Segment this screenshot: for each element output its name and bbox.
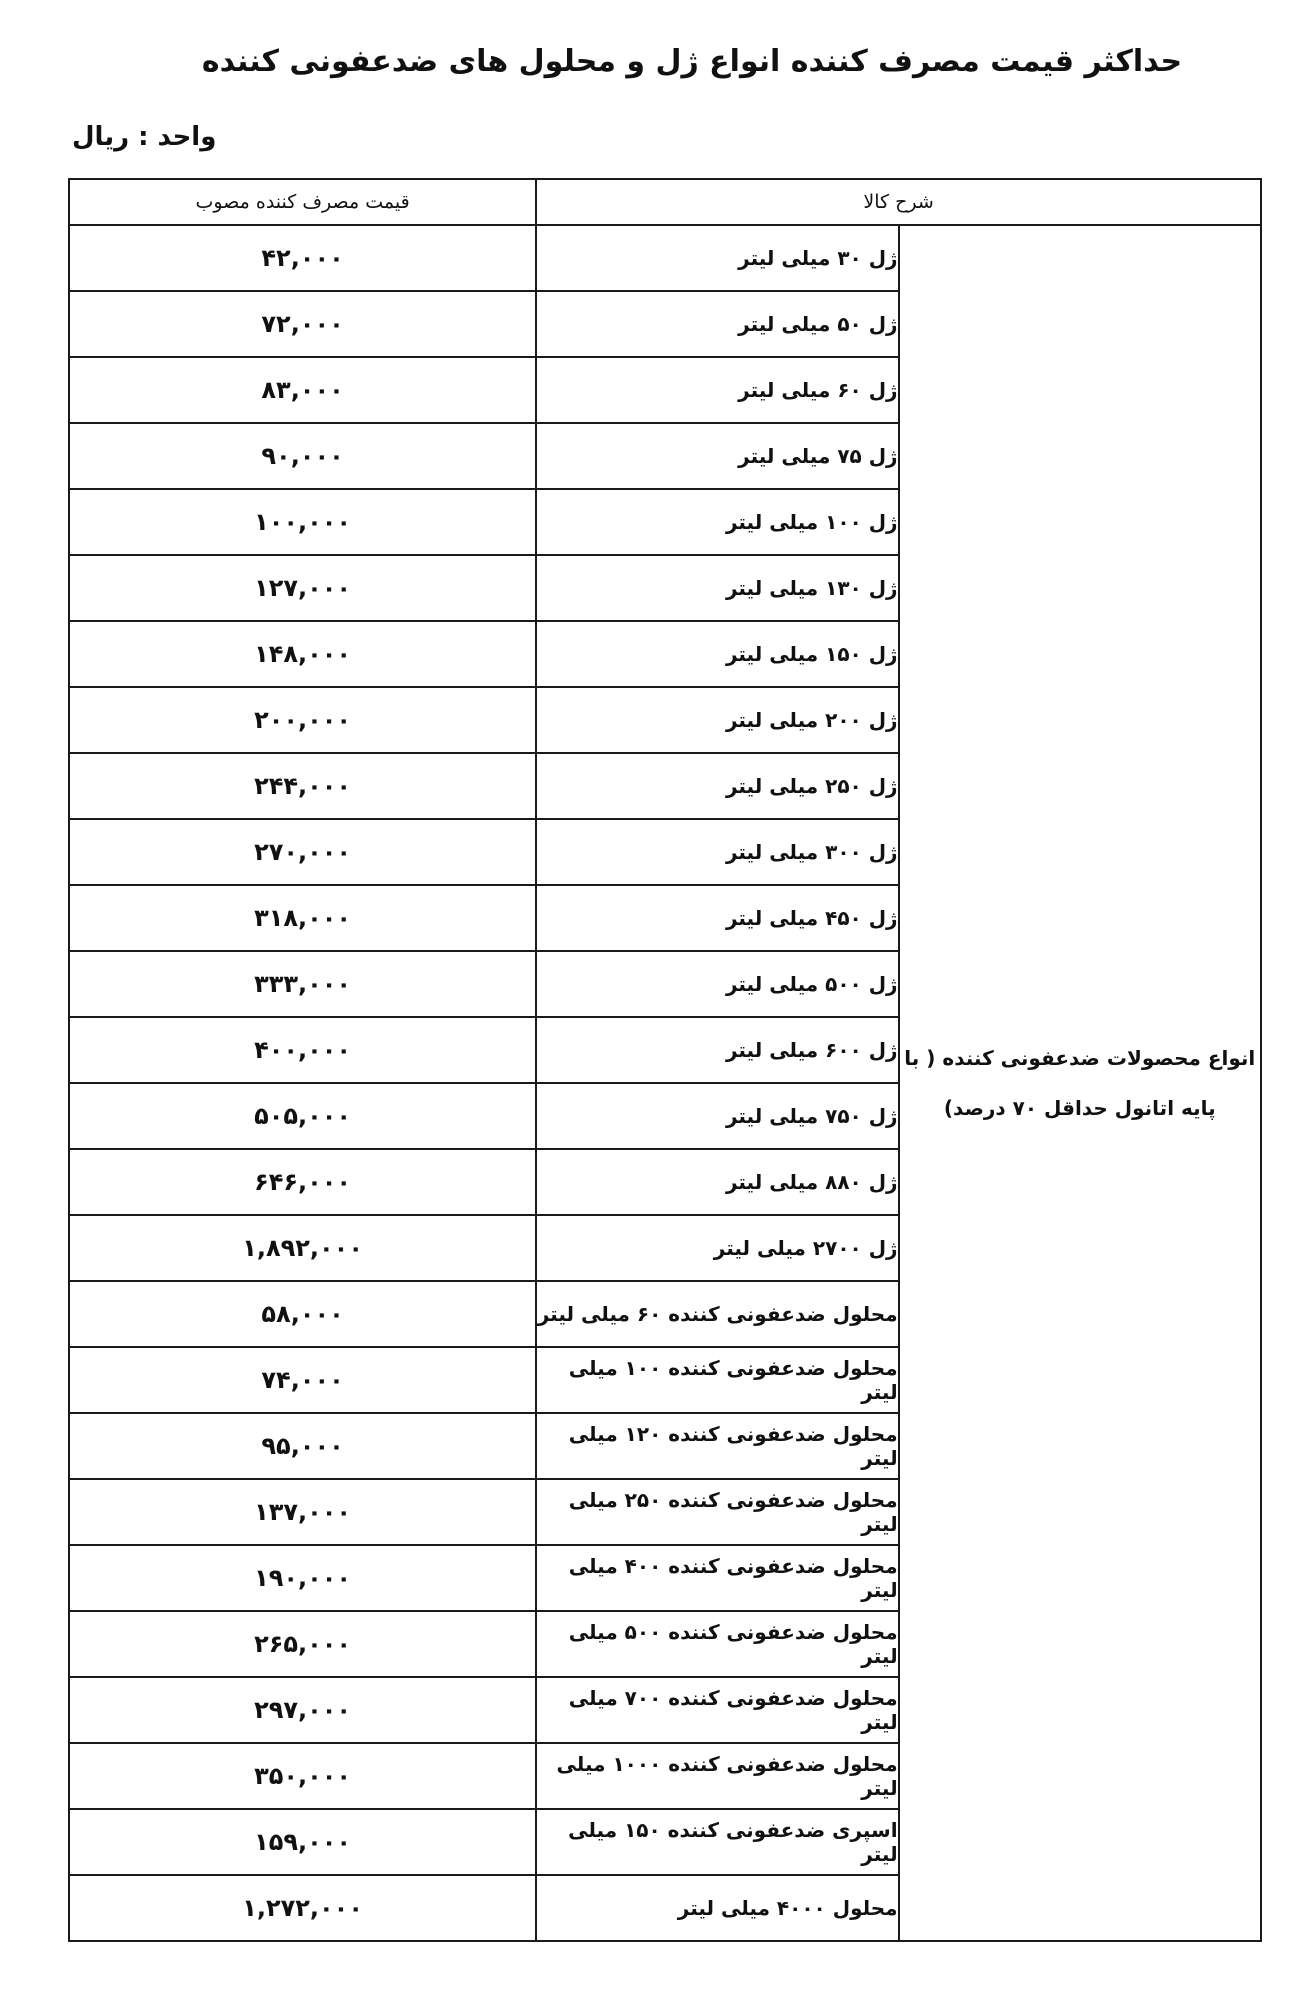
item-description: ژل ۷۵ میلی لیتر bbox=[536, 423, 898, 489]
item-price: ۷۴,۰۰۰ bbox=[69, 1347, 536, 1413]
item-description: محلول ضدعفونی کننده ۱۰۰۰ میلی لیتر bbox=[536, 1743, 898, 1809]
item-description: ژل ۱۳۰ میلی لیتر bbox=[536, 555, 898, 621]
table-row bbox=[69, 225, 1261, 291]
column-header-description: شرح کالا bbox=[536, 179, 1261, 225]
item-price: ۹۵,۰۰۰ bbox=[69, 1413, 536, 1479]
item-price: ۳۵۰,۰۰۰ bbox=[69, 1743, 536, 1809]
table-header-row bbox=[69, 179, 1261, 225]
column-header-price: قیمت مصرف کننده مصوب bbox=[69, 179, 536, 225]
item-description: ژل ۲۵۰ میلی لیتر bbox=[536, 753, 898, 819]
item-price: ۱۲۷,۰۰۰ bbox=[69, 555, 536, 621]
item-price: ۱,۲۷۲,۰۰۰ bbox=[69, 1875, 536, 1941]
item-price: ۸۳,۰۰۰ bbox=[69, 357, 536, 423]
item-price: ۶۴۶,۰۰۰ bbox=[69, 1149, 536, 1215]
item-description: ژل ۷۵۰ میلی لیتر bbox=[536, 1083, 898, 1149]
item-price: ۱۵۹,۰۰۰ bbox=[69, 1809, 536, 1875]
item-price: ۷۲,۰۰۰ bbox=[69, 291, 536, 357]
item-description: ژل ۵۰ میلی لیتر bbox=[536, 291, 898, 357]
item-description: محلول ضدعفونی کننده ۶۰ میلی لیتر bbox=[536, 1281, 898, 1347]
item-description: محلول ضدعفونی کننده ۵۰۰ میلی لیتر bbox=[536, 1611, 898, 1677]
item-price: ۵۸,۰۰۰ bbox=[69, 1281, 536, 1347]
item-description: محلول ضدعفونی کننده ۱۲۰ میلی لیتر bbox=[536, 1413, 898, 1479]
item-description: ژل ۸۸۰ میلی لیتر bbox=[536, 1149, 898, 1215]
item-price: ۵۰۵,۰۰۰ bbox=[69, 1083, 536, 1149]
item-price: ۹۰,۰۰۰ bbox=[69, 423, 536, 489]
item-price: ۲۰۰,۰۰۰ bbox=[69, 687, 536, 753]
item-price: ۱,۸۹۲,۰۰۰ bbox=[69, 1215, 536, 1281]
item-description: ژل ۵۰۰ میلی لیتر bbox=[536, 951, 898, 1017]
item-description: ژل ۶۰ میلی لیتر bbox=[536, 357, 898, 423]
item-description: ژل ۱۰۰ میلی لیتر bbox=[536, 489, 898, 555]
item-description: محلول ۴۰۰۰ میلی لیتر bbox=[536, 1875, 898, 1941]
item-description: ژل ۲۰۰ میلی لیتر bbox=[536, 687, 898, 753]
item-price: ۲۹۷,۰۰۰ bbox=[69, 1677, 536, 1743]
item-description: ژل ۲۷۰۰ میلی لیتر bbox=[536, 1215, 898, 1281]
item-description: اسپری ضدعفونی کننده ۱۵۰ میلی لیتر bbox=[536, 1809, 898, 1875]
item-price: ۳۳۳,۰۰۰ bbox=[69, 951, 536, 1017]
item-price: ۴۲,۰۰۰ bbox=[69, 225, 536, 291]
category-cell: انواع محصولات ضدعفونی کننده ( با پایه اتانول حداقل ۷۰ درصد) bbox=[899, 225, 1261, 1941]
document-title: حداکثر قیمت مصرف کننده انواع ژل و محلول های ضدعفونی کننده bbox=[201, 44, 1183, 79]
item-description: محلول ضدعفونی کننده ۲۵۰ میلی لیتر bbox=[536, 1479, 898, 1545]
price-table bbox=[68, 178, 1262, 1942]
item-price: ۱۰۰,۰۰۰ bbox=[69, 489, 536, 555]
item-price: ۳۱۸,۰۰۰ bbox=[69, 885, 536, 951]
item-description: ژل ۳۰ میلی لیتر bbox=[536, 225, 898, 291]
item-price: ۱۳۷,۰۰۰ bbox=[69, 1479, 536, 1545]
item-description: ژل ۶۰۰ میلی لیتر bbox=[536, 1017, 898, 1083]
item-description: محلول ضدعفونی کننده ۷۰۰ میلی لیتر bbox=[536, 1677, 898, 1743]
item-description: ژل ۴۵۰ میلی لیتر bbox=[536, 885, 898, 951]
item-price: ۱۴۸,۰۰۰ bbox=[69, 621, 536, 687]
item-description: ژل ۱۵۰ میلی لیتر bbox=[536, 621, 898, 687]
item-price: ۱۹۰,۰۰۰ bbox=[69, 1545, 536, 1611]
item-description: ژل ۳۰۰ میلی لیتر bbox=[536, 819, 898, 885]
item-price: ۲۴۴,۰۰۰ bbox=[69, 753, 536, 819]
item-description: محلول ضدعفونی کننده ۱۰۰ میلی لیتر bbox=[536, 1347, 898, 1413]
item-price: ۲۶۵,۰۰۰ bbox=[69, 1611, 536, 1677]
item-price: ۴۰۰,۰۰۰ bbox=[69, 1017, 536, 1083]
item-price: ۲۷۰,۰۰۰ bbox=[69, 819, 536, 885]
unit-label: واحد : ریال bbox=[72, 122, 217, 152]
item-description: محلول ضدعفونی کننده ۴۰۰ میلی لیتر bbox=[536, 1545, 898, 1611]
table-body bbox=[69, 225, 1261, 1941]
